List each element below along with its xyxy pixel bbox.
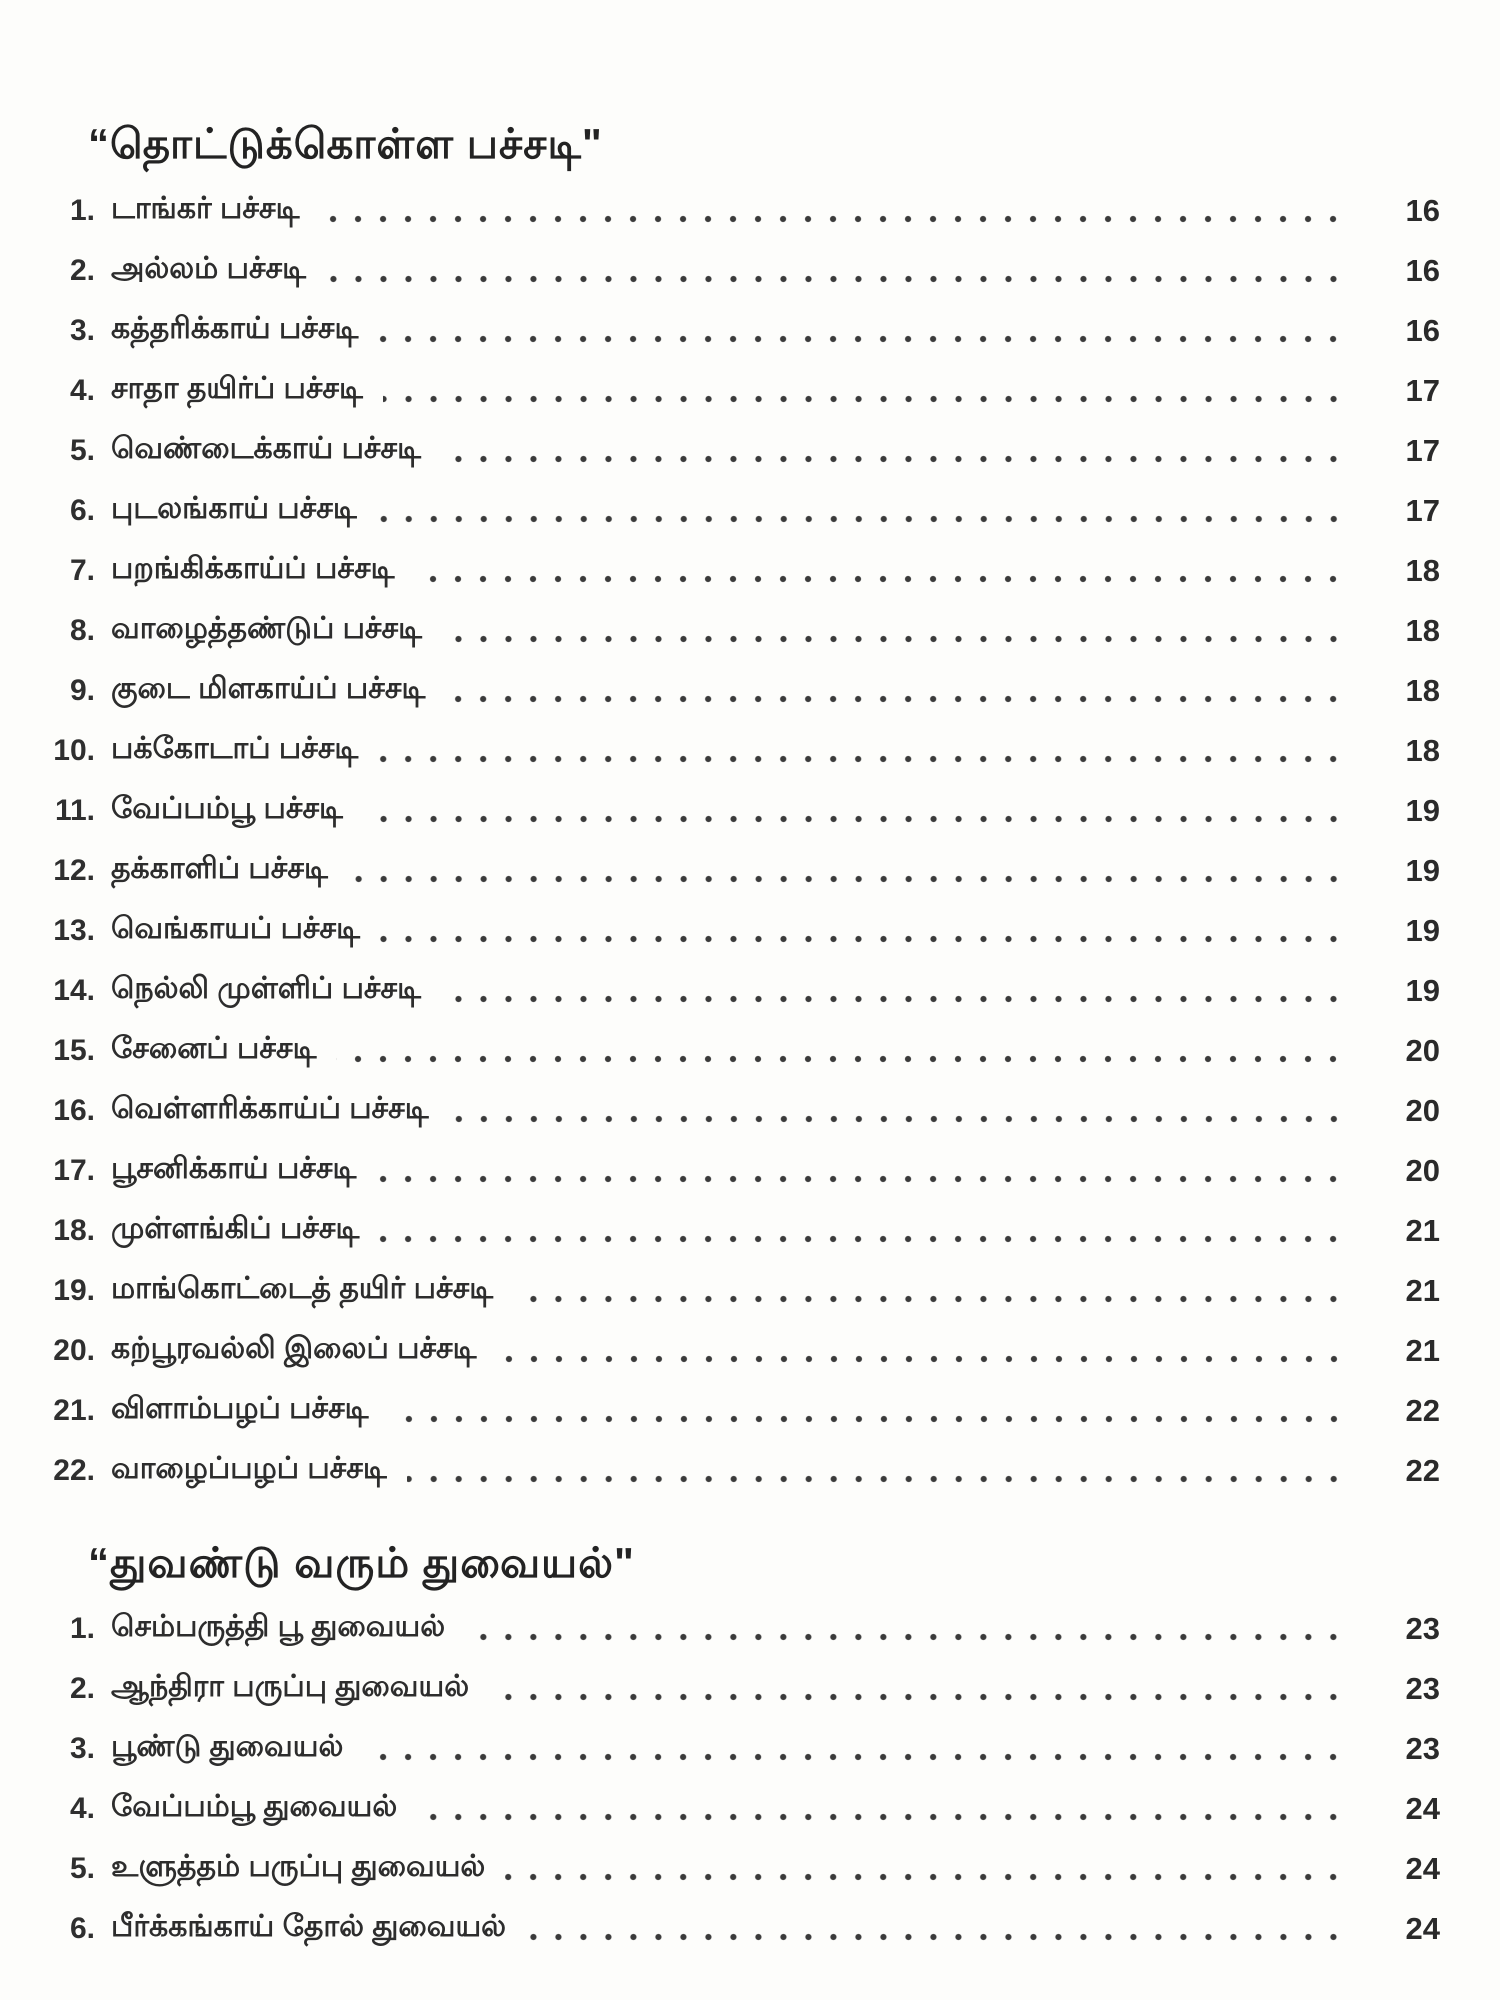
entry-number: 14.	[53, 973, 95, 1007]
entry-number: 4.	[69, 373, 95, 407]
toc-entry	[45, 1899, 1440, 1959]
entry-page-number: 24	[1405, 1851, 1440, 1886]
section-rows	[45, 1599, 1440, 1959]
entry-title: சேனைப் பச்சடி	[111, 1031, 317, 1065]
toc-sections-container	[45, 118, 1440, 1959]
toc-entry	[45, 1719, 1440, 1779]
entry-number: 2.	[69, 1672, 95, 1705]
entry-title: தக்காளிப் பச்சடி	[111, 851, 328, 885]
entry-number: 3.	[69, 313, 95, 347]
section-heading: “தொட்டுக்கொள்ள பச்சடி"	[88, 120, 603, 167]
toc-entry	[45, 1081, 1440, 1141]
dot-leader	[445, 695, 1346, 703]
entry-page-number: 19	[1405, 972, 1440, 1008]
entry-title: முள்ளங்கிப் பச்சடி	[111, 1211, 360, 1245]
dot-leader	[513, 1295, 1346, 1303]
toc-entry	[45, 421, 1440, 481]
dot-leader	[326, 275, 1346, 283]
entry-number: 4.	[69, 1792, 95, 1825]
entry-page-number: 20	[1405, 1092, 1440, 1128]
toc-entry	[45, 1441, 1440, 1501]
entry-page-number: 23	[1405, 1731, 1440, 1766]
entry-page-number: 19	[1405, 792, 1440, 828]
dot-leader	[407, 1475, 1346, 1483]
toc-entry	[45, 661, 1440, 721]
toc-entry	[45, 241, 1440, 301]
entry-number: 2.	[69, 253, 95, 287]
entry-number: 11.	[54, 793, 95, 827]
dot-leader	[319, 215, 1346, 223]
entry-title: சாதா தயிர்ப் பச்சடி	[111, 371, 363, 405]
entry-page-number: 24	[1405, 1911, 1440, 1946]
entry-title: குடை மிளகாய்ப் பச்சடி	[111, 671, 426, 705]
entry-title: வாழைத்தண்டுப் பச்சடி	[111, 611, 423, 645]
dot-leader	[441, 995, 1346, 1003]
entry-number: 13.	[53, 913, 95, 947]
entry-number: 18.	[53, 1213, 95, 1247]
entry-number: 21.	[53, 1393, 95, 1427]
entry-page-number: 19	[1405, 912, 1440, 948]
entry-page-number: 22	[1405, 1452, 1440, 1488]
entry-title: வாழைப்பழப் பச்சடி	[111, 1451, 387, 1485]
entry-title: வேப்பம்பூ துவையல்	[111, 1790, 398, 1823]
toc-entry	[45, 1599, 1440, 1659]
entry-title: பூண்டு துவையல்	[111, 1730, 344, 1763]
entry-number: 3.	[69, 1732, 95, 1765]
dot-leader	[505, 1873, 1346, 1881]
entry-number: 10.	[53, 733, 95, 767]
dot-leader	[497, 1355, 1346, 1363]
entry-number: 1.	[69, 1612, 95, 1645]
dot-leader	[363, 815, 1346, 823]
entry-page-number: 24	[1405, 1791, 1440, 1826]
dot-leader	[380, 935, 1346, 943]
entry-page-number: 19	[1405, 852, 1440, 888]
toc-entry	[45, 1321, 1440, 1381]
entry-number: 6.	[69, 1912, 95, 1945]
entry-page-number: 20	[1405, 1032, 1440, 1068]
dot-leader	[414, 575, 1346, 583]
entry-title: பீர்க்கங்காய் தோல் துவையல்	[111, 1910, 507, 1943]
dot-leader	[417, 1813, 1346, 1821]
toc-entry	[45, 1201, 1440, 1261]
entry-title: புடலங்காய் பச்சடி	[111, 491, 357, 525]
dot-leader	[377, 515, 1346, 523]
toc-entry	[45, 541, 1440, 601]
toc-entry	[45, 721, 1440, 781]
entry-title: பூசனிக்காய் பச்சடி	[111, 1151, 357, 1185]
entry-page-number: 17	[1405, 432, 1440, 468]
dot-leader	[363, 1753, 1346, 1761]
toc-section	[45, 118, 1440, 1501]
entry-page-number: 17	[1405, 492, 1440, 528]
entry-number: 9.	[69, 673, 95, 707]
entry-number: 20.	[53, 1333, 95, 1367]
toc-entry	[45, 181, 1440, 241]
entry-page-number: 18	[1405, 612, 1440, 648]
entry-title: பறங்கிக்காய்ப் பச்சடி	[111, 551, 395, 585]
entry-title: டாங்கர் பச்சடி	[111, 191, 300, 225]
dot-leader	[376, 1175, 1346, 1183]
dot-leader	[441, 455, 1346, 463]
toc-entry	[45, 481, 1440, 541]
entry-number: 5.	[69, 433, 95, 467]
entry-number: 17.	[53, 1153, 95, 1187]
entry-page-number: 17	[1405, 372, 1440, 408]
entry-page-number: 23	[1405, 1611, 1440, 1646]
entry-number: 6.	[69, 493, 95, 527]
entry-page-number: 16	[1405, 252, 1440, 288]
dot-leader	[348, 875, 1346, 883]
entry-title: கற்பூரவல்லி இலைப் பச்சடி	[111, 1331, 477, 1365]
entry-page-number: 18	[1405, 552, 1440, 588]
entry-page-number: 18	[1405, 672, 1440, 708]
section-heading: “துவண்டு வரும் துவையல்"	[88, 1538, 635, 1586]
dot-leader	[379, 1235, 1346, 1243]
entry-number: 15.	[53, 1033, 95, 1067]
toc-section	[45, 1537, 1440, 1960]
entry-page-number: 21	[1405, 1332, 1440, 1368]
entry-title: வெண்டைக்காய் பச்சடி	[111, 431, 422, 465]
toc-entry	[45, 1659, 1440, 1719]
toc-entry	[45, 1261, 1440, 1321]
dot-leader	[442, 635, 1346, 643]
entry-number: 22.	[53, 1453, 95, 1487]
entry-page-number: 16	[1405, 312, 1440, 348]
entry-page-number: 22	[1405, 1392, 1440, 1428]
entry-title: உளுத்தம் பருப்பு துவையல்	[111, 1850, 486, 1883]
toc-entry	[45, 601, 1440, 661]
entry-title: அல்லம் பச்சடி	[111, 251, 307, 285]
entry-title: பக்கோடாப் பச்சடி	[111, 731, 359, 765]
dot-leader	[389, 1415, 1346, 1423]
entry-number: 1.	[69, 193, 95, 227]
entry-title: ஆந்திரா பருப்பு துவையல்	[111, 1670, 470, 1703]
toc-entry	[45, 1381, 1440, 1441]
entry-title: நெல்லி முள்ளிப் பச்சடி	[111, 971, 422, 1005]
dot-leader	[526, 1933, 1346, 1941]
entry-title: செம்பருத்தி பூ துவையல்	[111, 1610, 446, 1643]
entry-page-number: 18	[1405, 732, 1440, 768]
entry-title: வேப்பம்பூ பச்சடி	[111, 791, 343, 825]
toc-entry	[45, 781, 1440, 841]
entry-page-number: 21	[1405, 1272, 1440, 1308]
entry-number: 8.	[69, 613, 95, 647]
entry-title: விளாம்பழப் பச்சடி	[111, 1391, 369, 1425]
toc-entry	[45, 1021, 1440, 1081]
entry-title: மாங்கொட்டைத் தயிர் பச்சடி	[111, 1271, 494, 1305]
entry-number: 7.	[69, 553, 95, 587]
entry-number: 19.	[53, 1273, 95, 1307]
entry-page-number: 16	[1405, 192, 1440, 228]
dot-leader	[378, 335, 1346, 343]
entry-title: வெங்காயப் பச்சடி	[111, 911, 361, 945]
toc-entry	[45, 841, 1440, 901]
toc-entry	[45, 361, 1440, 421]
toc-entry	[45, 961, 1440, 1021]
dot-leader	[465, 1633, 1346, 1641]
toc-entry	[45, 1779, 1440, 1839]
dot-leader	[378, 755, 1346, 763]
toc-entry	[45, 1141, 1440, 1201]
entry-page-number: 23	[1405, 1671, 1440, 1706]
dot-leader	[336, 1055, 1346, 1063]
entry-page-number: 20	[1405, 1152, 1440, 1188]
entry-title: வெள்ளரிக்காய்ப் பச்சடி	[111, 1091, 429, 1125]
entry-number: 12.	[53, 853, 95, 887]
entry-page-number: 21	[1405, 1212, 1440, 1248]
section-rows	[45, 181, 1440, 1501]
entry-number: 16.	[53, 1093, 95, 1127]
toc-entry	[45, 301, 1440, 361]
toc-entry	[45, 901, 1440, 961]
entry-title: கத்தரிக்காய் பச்சடி	[111, 311, 359, 345]
entry-number: 5.	[69, 1852, 95, 1885]
dot-leader	[383, 395, 1346, 403]
dot-leader	[489, 1693, 1346, 1701]
toc-entry	[45, 1839, 1440, 1899]
dot-leader	[449, 1115, 1346, 1123]
